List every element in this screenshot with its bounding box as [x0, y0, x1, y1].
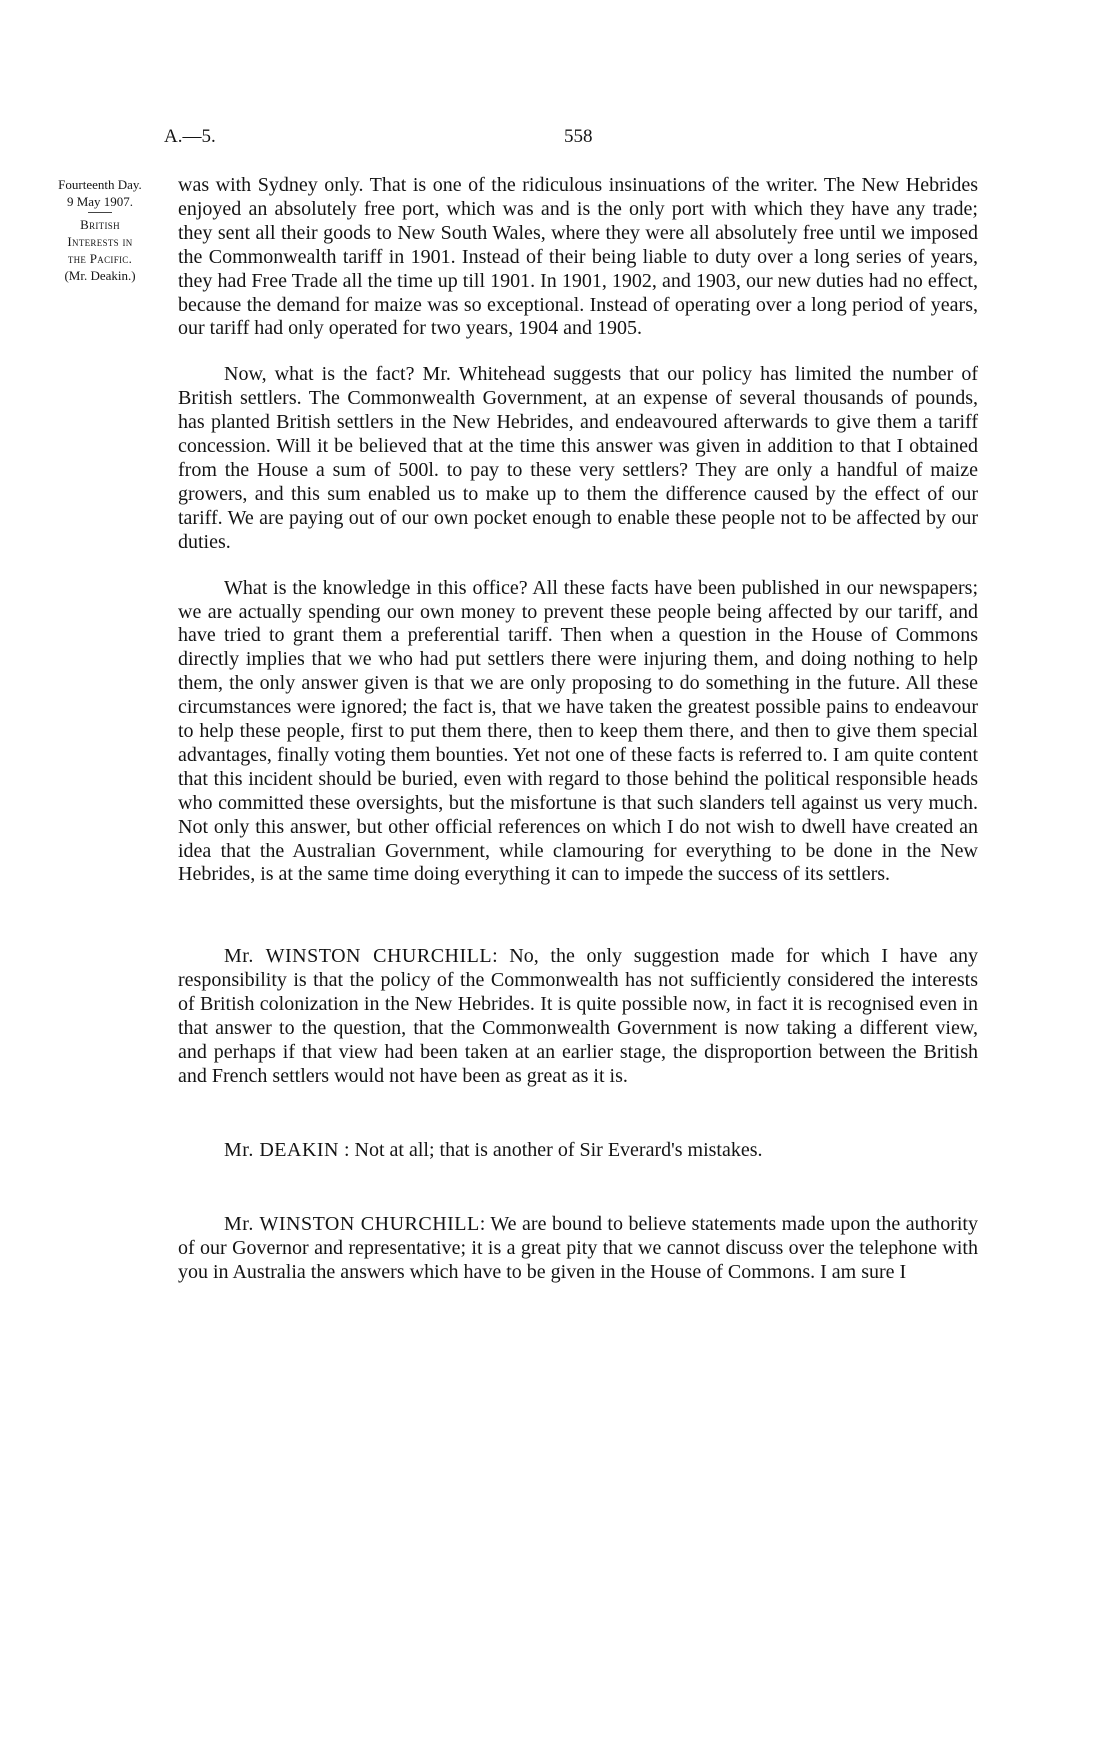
page-header [164, 126, 994, 156]
margin-topic-line-2: Interests in [67, 234, 133, 249]
speech-churchill-1 [178, 945, 978, 1088]
margin-note [30, 176, 170, 284]
speech-churchill-2 [178, 1213, 978, 1285]
margin-date: 9 May 1907. [66, 194, 134, 209]
paragraph-2: Now, what is the fact? Mr. Whitehead suggests that our policy has limited the number of British settlers. The Commonwealth Government, at an expense of several thousands of pounds, has planted British settlers in the New Hebrides, and endeavoured afterwards to give them a tariff concession. Will it be believed that at the time this answer was given in addition to that I obtained from the House a sum of 500l. to pay to these very settlers? They are only a handful of maize growers, and this sum enabled us to make up to them the difference caused by the effect of our tariff. We are paying out of our own pocket enough to enable these people not to be affected by our duties. [178, 363, 978, 553]
margin-topic-line-3: the Pacific. [67, 251, 133, 266]
margin-day: Fourteenth Day. [58, 177, 142, 192]
speech-text: : No, the only suggestion made for which I have any responsibility is that the policy of the Commonwealth has not sufficiently considered the interests of British colonization in the New Hebrides. It is quite possible now, in fact it is recognised even in that answer to the question, that the Commonwealth Government is now taking a different view, and perhaps if that view had been taken at an earlier stage, the disproportion between the British and French settlers would not have been as great as it is. [178, 945, 978, 1087]
page-body [178, 174, 978, 1284]
speaker-name: Mr. DEAKIN [224, 1138, 339, 1161]
speaker-name: Mr. WINSTON CHURCHILL [224, 945, 493, 968]
speech-text: : We are bound to believe statements made upon the authority of our Governor and representative; it is a great pity that we cannot discuss over the telephone with you in Australia the answers which have to be given in the House of Commons. I am sure I [178, 1212, 978, 1283]
speech-text: : Not at all; that is another of Sir Everard's mistakes. [344, 1138, 763, 1161]
speech-deakin [178, 1139, 978, 1163]
document-reference: A.—5. [164, 126, 216, 147]
margin-topic-line-1: British [80, 217, 120, 232]
speaker-name: Mr. WINSTON CHURCHILL [224, 1212, 480, 1235]
margin-divider [88, 212, 112, 213]
paragraph-1: was with Sydney only. That is one of the ridiculous insinuations of the writer. The New Hebrides enjoyed an absolutely free port, which was and is the only port with which they have any trade; they sent all their goods to New South Wales, where they were all absolutely free until we imposed the Commonwealth tariff in 1901. Instead of their being liable to duty over a long series of years, they had Free Trade all the time up till 1901. In 1901, 1902, and 1903, our new duties had no effect, because the demand for maize was so exceptional. Instead of operating over a long period of years, our tariff had only operated for two years, 1904 and 1905. [178, 174, 978, 340]
page-number: 558 [564, 126, 593, 147]
margin-speaker: (Mr. Deakin.) [64, 268, 136, 283]
paragraph-3: What is the knowledge in this office? All these facts have been published in our newspapers; we are actually spending our own money to prevent these people being affected by our tariff, and have tried to grant them a preferential tariff. Then when a question in the House of Commons directly implies that we who had put settlers there were injuring them, and doing nothing to help them, the only answer given is that we are only proposing to do something in the future. All these circumstances were ignored; the fact is, that we have taken the greatest possible pains to endeavour to help these people, first to put them there, then to keep them there, and then to give them special advantages, finally voting them bounties. Yet not one of these facts is referred to. I am quite content that this incident should be buried, even with regard to those behind the political responsible heads who committed these oversights, but the misfortune is that such slanders tell against us very much. Not only this answer, but other official references on which I do not wish to dwell have created an idea that the Australian Government, while clamouring for everything to be done in the New Hebrides, is at the same time doing everything it can to impede the success of its settlers. [178, 576, 978, 886]
